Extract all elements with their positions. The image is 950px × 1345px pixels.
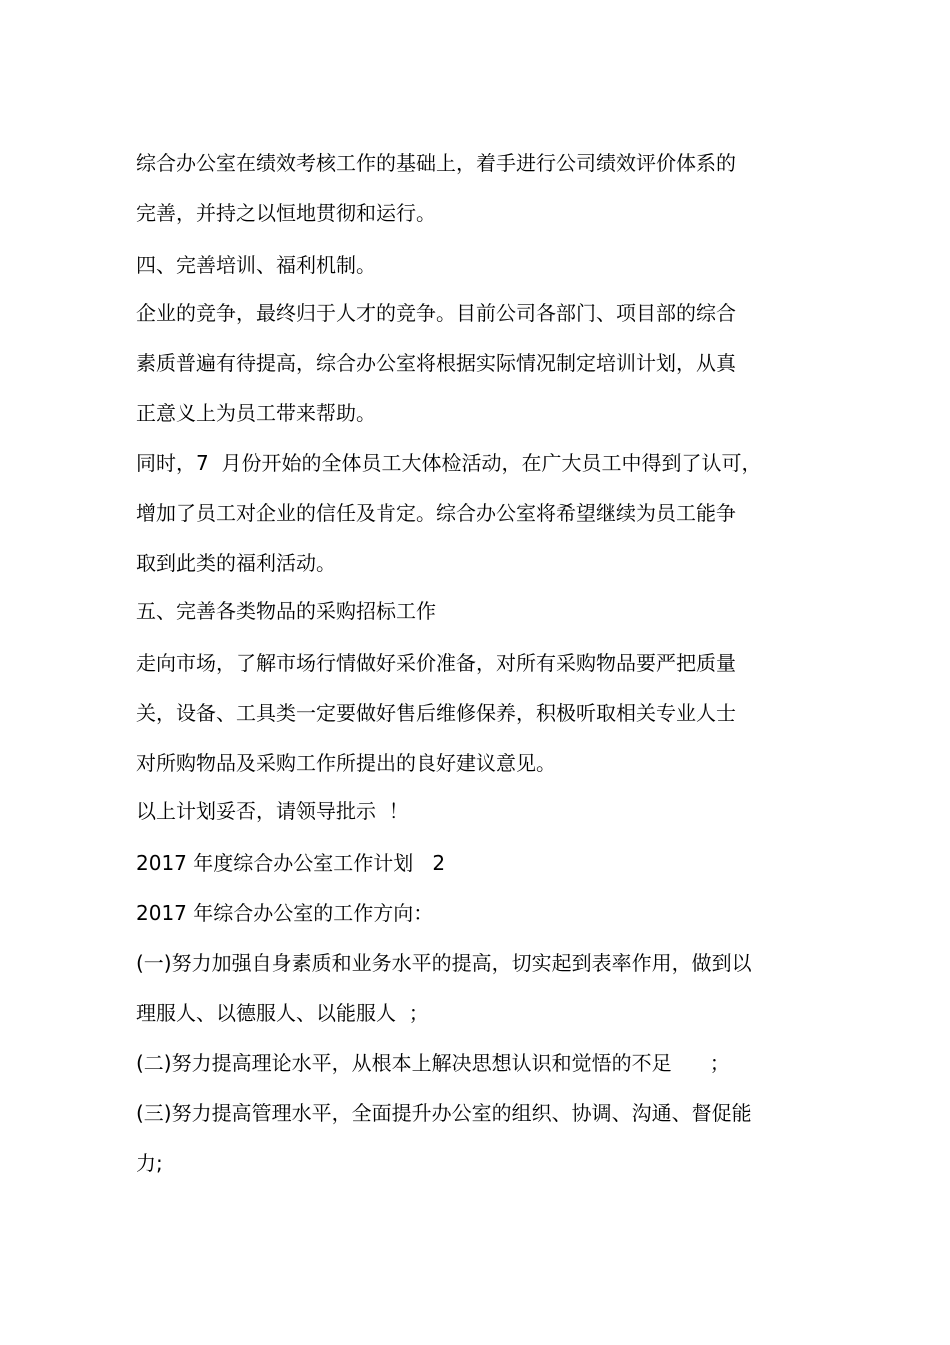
- paragraph-line: 以上计划妥否，请领导批示 ！: [136, 799, 409, 823]
- paragraph-line: 取到此类的福利活动。: [136, 551, 336, 575]
- paragraph-line: 素质普遍有待提高，综合办公室将根据实际情况制定培训计划，从真: [136, 351, 736, 375]
- paragraph-line: 同时，7 月份开始的全体员工大体检活动，在广大员工中得到了认可，: [136, 451, 762, 475]
- paragraph-line: 对所购物品及采购工作所提出的良好建议意见。: [136, 751, 556, 775]
- paragraph-line: 企业的竞争，最终归于人才的竞争。目前公司各部门、项目部的综合: [136, 301, 736, 325]
- list-item-line: (二)努力提高理论水平，从根本上解决思想认识和觉悟的不足 ；: [136, 1051, 730, 1075]
- paragraph-line: 2017 年综合办公室的工作方向：: [136, 901, 434, 925]
- paragraph-line: 走向市场，了解市场行情做好采价准备，对所有采购物品要严把质量: [136, 651, 736, 675]
- section-heading: 四、完善培训、福利机制。: [136, 253, 376, 277]
- paragraph-line: 完善，并持之以恒地贯彻和运行。: [136, 201, 436, 225]
- paragraph-line: 综合办公室在绩效考核工作的基础上，着手进行公司绩效评价体系的: [136, 151, 736, 175]
- list-item-line: (三)努力提高管理水平，全面提升办公室的组织、协调、沟通、督促能: [136, 1101, 752, 1125]
- paragraph-line: 增加了员工对企业的信任及肯定。综合办公室将希望继续为员工能争: [136, 501, 736, 525]
- list-item-line: 力;: [136, 1151, 163, 1175]
- section-heading: 五、完善各类物品的采购招标工作: [136, 599, 436, 623]
- document-subtitle: 2017 年度综合办公室工作计划 2: [136, 851, 446, 875]
- list-item-line: (一)努力加强自身素质和业务水平的提高，切实起到表率作用，做到以: [136, 951, 752, 975]
- list-item-line: 理服人、以德服人、以能服人 ；: [136, 1001, 429, 1025]
- paragraph-line: 正意义上为员工带来帮助。: [136, 401, 376, 425]
- paragraph-line: 关，设备、工具类一定要做好售后维修保养，积极听取相关专业人士: [136, 701, 736, 725]
